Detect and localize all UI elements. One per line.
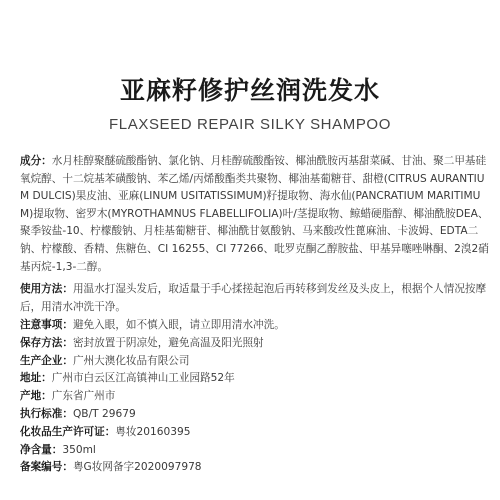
info-label: 地址：: [20, 372, 52, 385]
info-row-license: [20, 424, 492, 442]
info-row-address: [20, 370, 492, 388]
info-value: 350ml: [62, 443, 96, 456]
ingredients-text: 水月桂醇聚醚硫酸酯钠、氯化钠、月桂醇硫酸酯铵、椰油酰胺丙基甜菜碱、甘油、聚二甲基硅氧烷醇、十二烷基苯磺酸钠、苯乙烯/丙烯酸酯类共聚物、椰油基葡糖苷、甜橙(CITRUS AURANTIUM DULCIS)果皮油、亚麻(LINUM USITATISSIMUM)籽提取物、海水仙(PANCRATIUM MARITIMUM)提取物、密罗木(MYROTHAMNUS FLABELLIFOLIA)叶/茎提取物、鲸蜡硬脂醇、椰油酰胺DEA、聚季铵盐-10、柠檬酸钠、月桂基葡糖苷、椰油酰甘氨酸钠、马来酸改性蓖麻油、卡波姆、EDTA二钠、柠檬酸、香精、焦糖色、CI 16255、CI 77266、吡罗克酮乙醇胺盐、甲基异噻唑啉酮、2溴2硝基丙烷-1,3-二醇。: [20, 155, 489, 273]
info-value: QB/T 29679: [72, 407, 136, 420]
product-title: 亚麻籽修护丝润洗发水: [119, 76, 380, 105]
info-row-filing-number: [20, 459, 492, 477]
info-label: 生产企业：: [20, 354, 73, 367]
usage-section: [20, 281, 492, 316]
info-label: 注意事项：: [20, 319, 73, 331]
product-info-list: [20, 317, 492, 477]
info-row-manufacturer: [20, 353, 492, 371]
ingredients-section: [20, 153, 492, 276]
info-value: 粤妆20160395: [115, 425, 191, 438]
info-label: 净含量：: [20, 443, 63, 456]
usage-label: 使用方法：: [20, 283, 73, 295]
info-row-net-content: [20, 442, 492, 460]
info-value: 密封放置于阴凉处，避免高温及阳光照射: [72, 336, 264, 349]
info-label: 产地：: [20, 390, 52, 403]
ingredients-label: 成分：: [20, 155, 52, 167]
info-label: 保存方法：: [20, 336, 73, 349]
info-value: 粤G妆网备字2020097978: [72, 461, 202, 474]
info-row-origin: [20, 388, 492, 406]
info-value: 避免入眼，如不慎入眼，请立即用清水冲洗。: [72, 319, 285, 331]
info-row-precautions: [20, 317, 492, 335]
product-subtitle: FLAXSEED REPAIR SILKY SHAMPOO: [109, 116, 391, 133]
info-row-storage: [20, 335, 492, 353]
info-label: 备案编号：: [20, 461, 73, 474]
info-label: 化妆品生产许可证：: [20, 425, 116, 438]
info-label: 执行标准：: [20, 407, 73, 420]
info-value: 广州大澳化妆品有限公司: [72, 354, 190, 367]
info-value: 广州市白云区江高镇神山工业园路52年: [51, 372, 235, 385]
usage-text: 用温水打湿头发后，取适量于手心揉搓起泡后再转移到发丝及头皮上，根据个人情况按摩后，用清水冲洗干净。: [20, 283, 487, 313]
info-value: 广东省广州市: [51, 390, 116, 403]
info-row-standard: [20, 406, 492, 424]
